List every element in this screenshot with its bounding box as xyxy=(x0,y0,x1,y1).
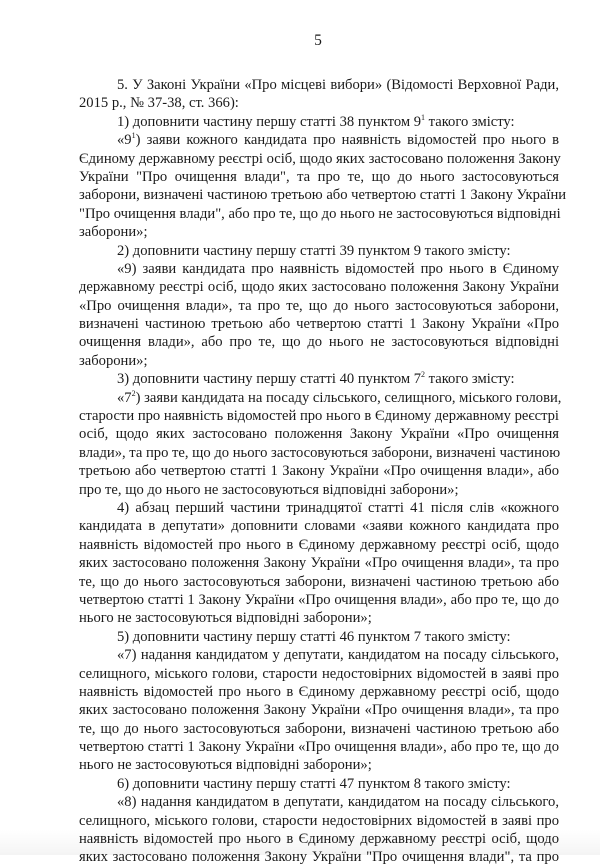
text-line: нього не застосовуються відповідні заборони»; xyxy=(79,757,372,774)
text-line: 5) доповнити частину першу статті 46 пунктом 7 такого змісту: xyxy=(117,628,511,645)
text-line: державному реєстрі осіб, щодо яких застосовано положення Закону України xyxy=(79,279,559,296)
text-line: «7) надання кандидатом у депутати, кандидатом на посаду сільського, xyxy=(117,647,559,664)
text-line: "Про очищення влади", або про те, що до нього не застосовуються відповідні xyxy=(79,205,561,222)
text-line: 2015 р., № 37-38, ст. 366): xyxy=(79,95,239,112)
paragraph-item3-text xyxy=(79,388,562,499)
text-line xyxy=(79,388,562,407)
text-line: заборони»; xyxy=(79,352,148,369)
text-line: 5. У Законі України «Про місцеві вибори» (Відомості Верховної Ради, xyxy=(117,77,559,93)
line-text-post: такого змісту: xyxy=(425,371,515,388)
text-line: очищення влади», або про те, що до нього не застосовуються відповідні xyxy=(79,334,559,351)
superscript-index: 2 xyxy=(421,370,426,380)
text-line: селищного, міського голови, старости недостовірних відомостей в заяві про xyxy=(79,665,559,682)
paragraph-item2 xyxy=(79,242,559,260)
text-line: «9) заяви кандидата про наявність відомостей про нього в Єдиному xyxy=(117,260,559,277)
line-text-pre: 3) доповнити частину першу статті 40 пунктом 7 xyxy=(117,371,422,388)
paragraph-item2-text xyxy=(79,260,559,370)
line-text-pre: «7 xyxy=(117,389,132,406)
superscript-index: 2 xyxy=(131,388,136,398)
line-text-post: такого змісту: xyxy=(425,113,515,130)
paragraph-item5-text xyxy=(79,646,559,775)
line-text-pre: «9 xyxy=(117,132,132,149)
text-line: 6) доповнити частину першу статті 47 пунктом 8 такого змісту: xyxy=(117,775,511,792)
text-line: те, що до нього застосовуються заборони, визначені частиною третьою або xyxy=(79,573,559,590)
text-line: 2) доповнити частину першу статті 39 пунктом 9 такого змісту: xyxy=(117,242,511,259)
text-line: яких застосовано положення Закону України «Про очищення влади», та про xyxy=(79,555,559,572)
text-line: заборони»; xyxy=(79,224,148,241)
paragraph-item1-text xyxy=(79,131,567,241)
page-number: 5 xyxy=(314,32,322,49)
text-line: 4) абзац перший частини тринадцятої статті 41 після слів «кожного xyxy=(117,499,559,516)
superscript-index: 1 xyxy=(131,131,136,141)
text-line: четвертою статті 1 Закону України «Про очищення влади», або про те, що до xyxy=(79,739,559,756)
text-line: України "Про очищення влади", та про те, що до нього застосовуються xyxy=(79,168,559,185)
text-line: Єдиному державному реєстрі осіб, щодо яких застосовано положення Закону xyxy=(79,150,561,167)
text-line: четвертою статті 1 Закону України «Про очищення влади», або про те, що до xyxy=(79,591,559,608)
text-line: третьою або четвертою статті 1 Закону України «Про очищення влади», або xyxy=(79,463,559,480)
line-text-post: ) заяви кандидата на посаду сільського, селищного, міського голови, xyxy=(135,389,562,406)
text-line: нього не застосовуються відповідні заборони»; xyxy=(79,610,372,627)
text-line xyxy=(79,131,559,149)
paragraph-p5 xyxy=(79,76,559,113)
text-line: заборони, визначені частиною третьою або четвертою статті 1 Закону України xyxy=(79,187,567,204)
text-line: наявність відомостей про нього в Єдиному державному реєстрі осіб, щодо xyxy=(79,683,559,700)
text-line: кандидата в депутати» доповнити словами «заяви кожного кандидата про xyxy=(79,518,559,535)
text-line: наявність відомостей про нього в Єдиному державному реєстрі осіб, щодо xyxy=(79,831,559,848)
line-text-post: ) заяви кожного кандидата про наявність відомостей про нього в xyxy=(135,132,559,149)
text-line: яких застосовано положення Закону України "Про очищення влади", та про xyxy=(79,849,559,866)
line-text-pre: 1) доповнити частину першу статті 38 пунктом 9 xyxy=(117,113,422,130)
text-line: «Про очищення влади», та про те, що до нього застосовуються заборони, xyxy=(79,297,559,314)
text-line: «8) надання кандидатом в депутати, кандидатом на посаду сільського, xyxy=(117,794,559,811)
paragraph-item3 xyxy=(79,370,559,388)
superscript-index: 1 xyxy=(421,112,426,122)
paragraph-item1 xyxy=(79,113,559,131)
text-line: про те, що до нього не застосовуються відповідні заборони»; xyxy=(79,481,459,498)
paragraph-item4 xyxy=(79,499,559,628)
text-line: старости про наявність відомостей про нього в Єдиному державному реєстрі xyxy=(79,408,559,425)
paragraph-item6 xyxy=(79,775,559,793)
text-line: те, що до нього застосовуються заборони, визначені частиною третьою або xyxy=(79,720,559,737)
text-line xyxy=(79,113,559,131)
text-line: влади», та про те, що до нього застосовуються заборони, визначені частиною xyxy=(79,444,561,461)
text-line: визначені частиною третьою або четвертою статті 1 Закону України «Про xyxy=(79,316,559,333)
paragraph-item6-text xyxy=(79,793,559,867)
paragraph-item5 xyxy=(79,628,559,646)
text-line xyxy=(79,370,559,388)
text-line: яких застосовано положення Закону України «Про очищення влади», та про xyxy=(79,702,559,719)
text-line: наявність відомостей про нього в Єдиному державному реєстрі осіб, щодо xyxy=(79,536,559,553)
document-body xyxy=(79,76,567,867)
text-line: осіб, щодо яких застосовано положення Закону України «Про очищення xyxy=(79,426,559,443)
text-line: селищного, міського голови, старости недостовірних відомостей в заяві про xyxy=(79,812,559,829)
